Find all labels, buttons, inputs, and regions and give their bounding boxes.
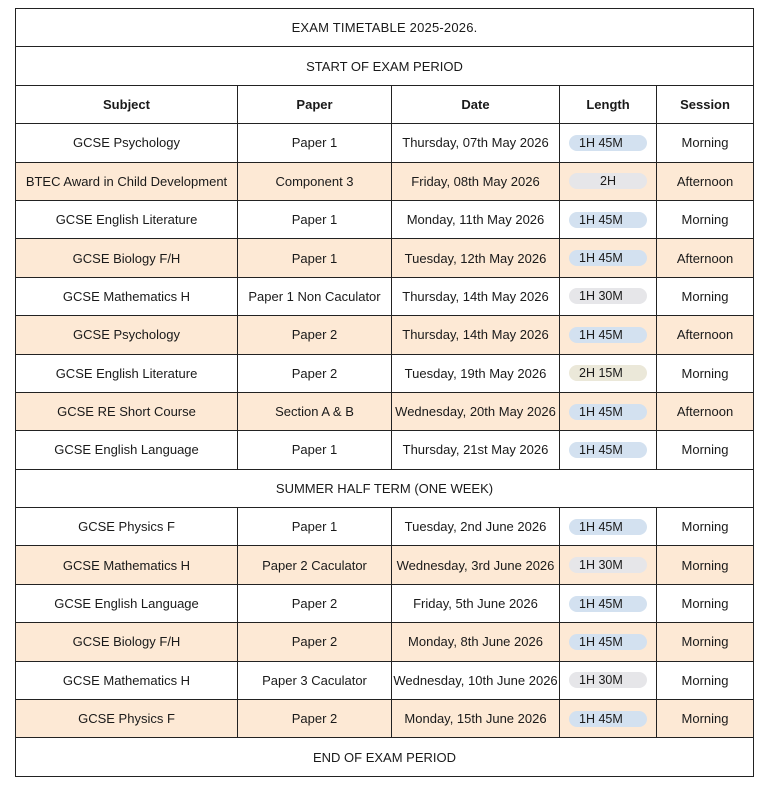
length-chip-label: 1H 45M (579, 442, 623, 457)
cell-length (560, 392, 657, 430)
end-of-exam-period-label: END OF EXAM PERIOD (16, 738, 754, 776)
length-chip (569, 173, 647, 189)
column-header-subject: Subject (16, 85, 238, 123)
length-chip (569, 557, 647, 573)
cell-length (560, 124, 657, 162)
cell-session: Afternoon (657, 392, 754, 430)
column-header-length: Length (560, 85, 657, 123)
title-row (16, 9, 754, 47)
cell-session: Morning (657, 124, 754, 162)
cell-session: Morning (657, 431, 754, 469)
summer-half-term-label: SUMMER HALF TERM (ONE WEEK) (16, 469, 754, 507)
length-chip-label: 1H 45M (579, 404, 623, 419)
length-chip (569, 212, 647, 228)
cell-subject: GCSE Biology F/H (16, 239, 238, 277)
cell-paper: Paper 2 (238, 700, 392, 738)
cell-session: Afternoon (657, 239, 754, 277)
length-chip (569, 288, 647, 304)
cell-subject: GCSE Psychology (16, 316, 238, 354)
cell-date: Tuesday, 19th May 2026 (392, 354, 560, 392)
start-row (16, 47, 754, 85)
cell-subject: GCSE English Literature (16, 354, 238, 392)
length-chip-label: 1H 30M (579, 558, 623, 573)
table-row (16, 124, 754, 162)
cell-paper: Component 3 (238, 162, 392, 200)
cell-length (560, 546, 657, 584)
cell-session: Morning (657, 277, 754, 315)
length-chip (569, 596, 647, 612)
cell-date: Monday, 15th June 2026 (392, 700, 560, 738)
length-chip-label: 1H 45M (579, 711, 623, 726)
length-chip-label: 1H 45M (579, 519, 623, 534)
cell-subject: GCSE RE Short Course (16, 392, 238, 430)
length-chip (569, 135, 647, 151)
length-chip-label: 1H 45M (579, 135, 623, 150)
cell-length (560, 316, 657, 354)
cell-paper: Paper 2 (238, 354, 392, 392)
cell-subject: GCSE Mathematics H (16, 277, 238, 315)
cell-date: Thursday, 14th May 2026 (392, 316, 560, 354)
header-row (16, 85, 754, 123)
cell-paper: Paper 1 (238, 124, 392, 162)
cell-session: Morning (657, 623, 754, 661)
length-chip (569, 519, 647, 535)
cell-paper: Paper 2 (238, 584, 392, 622)
cell-paper: Paper 3 Caculator (238, 661, 392, 699)
table-row (16, 623, 754, 661)
table-row (16, 316, 754, 354)
table-row (16, 200, 754, 238)
cell-session: Morning (657, 584, 754, 622)
cell-date: Thursday, 21st May 2026 (392, 431, 560, 469)
table-row (16, 392, 754, 430)
table-row (16, 431, 754, 469)
cell-session: Morning (657, 508, 754, 546)
cell-paper: Paper 1 Non Caculator (238, 277, 392, 315)
column-header-date: Date (392, 85, 560, 123)
cell-subject: GCSE Mathematics H (16, 661, 238, 699)
length-chip (569, 404, 647, 420)
table-row (16, 700, 754, 738)
length-chip (569, 672, 647, 688)
cell-date: Wednesday, 3rd June 2026 (392, 546, 560, 584)
table-row (16, 584, 754, 622)
table-row (16, 239, 754, 277)
length-chip (569, 634, 647, 650)
page-title: EXAM TIMETABLE 2025-2026. (16, 9, 754, 47)
exam-timetable (15, 8, 754, 777)
length-chip-label: 1H 45M (579, 212, 623, 227)
length-chip-label: 2H 15M (579, 366, 623, 381)
cell-subject: GCSE English Literature (16, 200, 238, 238)
cell-date: Thursday, 14th May 2026 (392, 277, 560, 315)
length-chip (569, 442, 647, 458)
cell-length (560, 200, 657, 238)
table-row (16, 277, 754, 315)
table-row (16, 162, 754, 200)
cell-paper: Paper 2 Caculator (238, 546, 392, 584)
cell-session: Morning (657, 700, 754, 738)
cell-date: Thursday, 07th May 2026 (392, 124, 560, 162)
length-chip-label: 1H 45M (579, 596, 623, 611)
table-row (16, 546, 754, 584)
cell-session: Morning (657, 546, 754, 584)
cell-subject: GCSE Physics F (16, 700, 238, 738)
cell-subject: GCSE Mathematics H (16, 546, 238, 584)
cell-subject: GCSE Biology F/H (16, 623, 238, 661)
length-chip (569, 250, 647, 266)
cell-date: Friday, 5th June 2026 (392, 584, 560, 622)
cell-length (560, 277, 657, 315)
cell-length (560, 584, 657, 622)
cell-paper: Paper 1 (238, 431, 392, 469)
cell-date: Friday, 08th May 2026 (392, 162, 560, 200)
cell-length (560, 508, 657, 546)
cell-session: Morning (657, 661, 754, 699)
cell-date: Tuesday, 2nd June 2026 (392, 508, 560, 546)
length-chip (569, 365, 647, 381)
cell-paper: Section A & B (238, 392, 392, 430)
cell-date: Monday, 11th May 2026 (392, 200, 560, 238)
half-term-row (16, 469, 754, 507)
cell-paper: Paper 1 (238, 508, 392, 546)
length-chip-label: 1H 30M (579, 289, 623, 304)
cell-length (560, 431, 657, 469)
cell-length (560, 661, 657, 699)
cell-subject: GCSE Physics F (16, 508, 238, 546)
cell-date: Tuesday, 12th May 2026 (392, 239, 560, 277)
cell-length (560, 239, 657, 277)
length-chip-label: 1H 45M (579, 327, 623, 342)
cell-subject: GCSE Psychology (16, 124, 238, 162)
cell-subject: GCSE English Language (16, 431, 238, 469)
start-of-exam-period-label: START OF EXAM PERIOD (16, 47, 754, 85)
cell-paper: Paper 2 (238, 316, 392, 354)
cell-paper: Paper 1 (238, 200, 392, 238)
length-chip-label: 1H 45M (579, 251, 623, 266)
cell-date: Monday, 8th June 2026 (392, 623, 560, 661)
cell-length (560, 700, 657, 738)
cell-session: Afternoon (657, 316, 754, 354)
end-row (16, 738, 754, 776)
length-chip-label: 1H 30M (579, 673, 623, 688)
cell-paper: Paper 2 (238, 623, 392, 661)
cell-paper: Paper 1 (238, 239, 392, 277)
cell-session: Afternoon (657, 162, 754, 200)
length-chip (569, 711, 647, 727)
cell-subject: BTEC Award in Child Development (16, 162, 238, 200)
cell-length (560, 162, 657, 200)
column-header-session: Session (657, 85, 754, 123)
cell-session: Morning (657, 354, 754, 392)
cell-subject: GCSE English Language (16, 584, 238, 622)
length-chip-label: 1H 45M (579, 634, 623, 649)
length-chip-label: 2H (600, 174, 616, 189)
column-header-paper: Paper (238, 85, 392, 123)
cell-length (560, 623, 657, 661)
table-row (16, 661, 754, 699)
cell-date: Wednesday, 20th May 2026 (392, 392, 560, 430)
cell-length (560, 354, 657, 392)
table-row (16, 354, 754, 392)
table-row (16, 508, 754, 546)
length-chip (569, 327, 647, 343)
cell-session: Morning (657, 200, 754, 238)
cell-date: Wednesday, 10th June 2026 (392, 661, 560, 699)
